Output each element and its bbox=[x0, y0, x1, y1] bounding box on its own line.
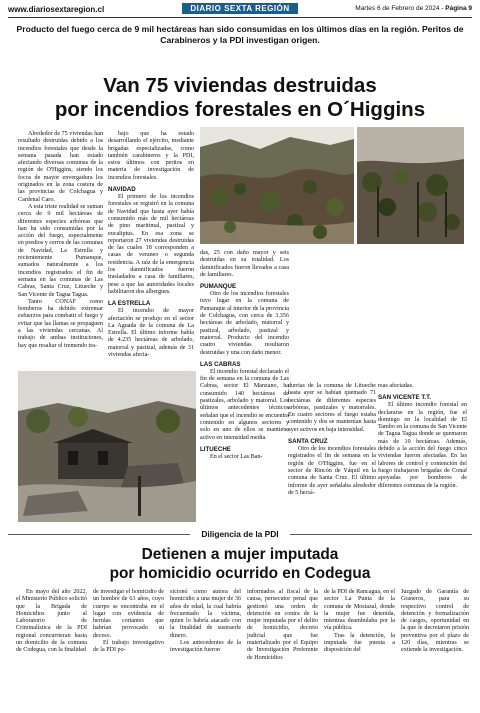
article1-col5 bbox=[378, 383, 467, 490]
section-banner bbox=[8, 526, 472, 542]
header-rule bbox=[8, 17, 472, 18]
body-paragraph: El incendio forestal declarado el fin de semana en la comuna de Las Cabras, sector El Manzano, ha consumido 140 hectáreas de pastizales, arbolado y matorral. Los últimos antecedentes técnicos señalan que el incendio se encuentra contenido en algunos sectores y solo en uno de ellos se mantiene activo en intensidad media. bbox=[200, 368, 289, 441]
section-title-litueche: LITUECHE bbox=[200, 445, 231, 453]
site-url[interactable]: www.diariosextaregion.cl bbox=[8, 5, 105, 14]
section-title-pumanque: PUMANQUE bbox=[200, 283, 237, 291]
section-label: Diligencia de la PDI bbox=[190, 528, 290, 540]
article1-headline-line2: por incendios forestales en O´Higgins bbox=[54, 98, 426, 121]
article1-kicker: Producto del fuego cerca de 9 mil hectáreas han sido consumidas en los últimos días en la región. Peritos de Carabineros y la PDI investigan origen. bbox=[16, 24, 464, 45]
body-paragraph: Los antecedentes de la investigación fueron bbox=[170, 640, 241, 654]
article1-headline-line1: Van 75 viviendas destruidas bbox=[103, 74, 377, 97]
page-number: Página 9 bbox=[445, 5, 472, 12]
body-paragraph: reas afectadas. bbox=[378, 383, 414, 389]
article2-col4 bbox=[247, 589, 318, 662]
body-paragraph: sicionó como autora del homicidio a una mujer de 36 años de edad, la cual habría frecuentado la víctima, quien lo habría atacado con la finalidad de sustraerle dinero. bbox=[170, 589, 241, 639]
body-paragraph: Otro de los incendios forestales tuvo lugar en la comuna de Pumanque al interior de la provincia de Colchagua, con cerca de 3.356 hectáreas de arbolado, matorral y pastizal, arbolado, pastizal y matorral. Producto del incendio cuatro viviendas resultaron destruidas y una con daño menor. bbox=[200, 291, 289, 356]
article2-col2 bbox=[93, 589, 164, 655]
body-paragraph: de investigar el homicidio de un hombre de 63 años, cuyo cuerpo se encontraba en el lugar con evidencia de heridas cortantes que habrían provocado su deceso. bbox=[93, 589, 164, 639]
article1-col3 bbox=[200, 250, 289, 461]
body-paragraph: En mayo del año 2022, el Ministerio Público solicitó que la Brigada de Homicidios junto al Laboratorio de Criminalística de la PDI regional concurrieran hasta un domicilio de la comuna de Codegua, con la finalidad bbox=[16, 589, 87, 654]
body-paragraph: Otro de los incendios forestales registrados el fin de semana en la región de O'Higgins, fue en el sector de Rincón de Yáquil en la comuna de Santa Cruz. El último informe de ayer señalaba alrededor de 5 hectá- bbox=[288, 446, 376, 496]
section-title-cabras: LAS CABRAS bbox=[200, 360, 241, 368]
body-paragraph: Juzgado de Garantía de Graneros, para su respectivo control de detención y formalización de cargos, oportunidad en la que le decretaron prisión preventiva por el plazo de 120 días, mientras se extiende la investigación. bbox=[401, 589, 469, 654]
body-paragraph: En el sector Las Ban- bbox=[210, 453, 263, 460]
article2-col3 bbox=[170, 589, 241, 655]
masthead: DIARIO SEXTA REGIÓN bbox=[182, 3, 298, 14]
photo-burnt-forest bbox=[357, 127, 464, 244]
body-paragraph: das, 25 con daño mayor y seis destruidas en su totalidad. Los damnificados fueron llevados a casa de familiares. bbox=[200, 250, 289, 278]
section-title-navidad: NAVIDAD bbox=[108, 186, 136, 194]
article2-headline-line1: Detienen a mujer imputada bbox=[141, 546, 339, 563]
body-paragraph: durrias de la comuna de Litueche hasta ayer se habían quemado 71 hectáreas de diferentes especies arbóreas, pastizales y matorrales. En cuatro sectores el fuego estaba contenido y dos se mantenían hasta ayer activos en baja intensidad. bbox=[288, 383, 376, 433]
body-paragraph: informados al fiscal de la causa, persecutor penal que gestionó una orden de detención en contra de la mujer imputada por el delito de homicidio, decreto judicial que fue materializado por el Equipo de Investigación Preferente de Homicidios bbox=[247, 589, 318, 661]
section-title-santacruz: SANTA CRUZ bbox=[288, 438, 328, 446]
body-paragraph: Tras la detención, la imputada fue puesta a disposición del bbox=[324, 632, 395, 654]
article2-col1 bbox=[16, 589, 87, 655]
article1-col4 bbox=[288, 383, 376, 497]
photo-hillside bbox=[200, 127, 354, 244]
body-paragraph: El primero de los incendios forestales se registró en la comuna de Navidad que hasta ayer había consumido más de mil hectáreas de pino maritimal, pastizal y eucaliptus. En esa zona se reportaron 27 viviendas destruidas de las cuales 18 corresponden a casas de veraneo o segunda residencia. A raíz de la emergencia los damnificados fueron trasladados a casa de familiares, pese a que las autoridades locales habilitaron dos albergues. bbox=[108, 194, 194, 295]
article2-col5 bbox=[324, 589, 395, 655]
article2-headline-line2: por homicidio ocurrido en Codegua bbox=[109, 565, 371, 582]
body-paragraph: El trabajo investigativo de la PDI po- bbox=[93, 640, 164, 654]
body-paragraph: A esta triste realidad se suman cerca de 9 mil hectáreas de diferentes especies arbóreas que han ha sido consumidas por la acción del fuego, especialmente en predios y cerros de las comunas de Navidad, La Estrella y recientemente Pumanque, sumados naturalmente a los incendios registrados el fin de semana en las comunas de Las Cabras, Santa Cruz, Litueche y San Vicente de Tagua Tagua. bbox=[18, 203, 103, 298]
section-title-estrella: LA ESTRELLA bbox=[108, 300, 151, 308]
photo-burnt-houses bbox=[18, 371, 196, 522]
body-paragraph: Alrededor de 75 viviendas han resultado destruidas debido a los incendios forestales que desde la semana pasada han estado afectando diversas comunas de la región de O'Higgins, siendo los focos de mayor envergadura los originados en la zona costera de las provincias de Colchagua y Cardenal Caro. bbox=[18, 131, 103, 203]
article1-col2 bbox=[108, 131, 194, 359]
article2-col6 bbox=[401, 589, 469, 655]
section-title-sanvicente: SAN VICENTE T.T. bbox=[378, 394, 431, 402]
page-date bbox=[355, 5, 472, 12]
page-header bbox=[0, 0, 480, 18]
body-paragraph: El incendio de mayor afectación se produjo en el sector La Aguada de la comuna de La Estrella. El último informe habla de 4.235 hectáreas de arbolado, matorral y pastizal, además de 31 viviendas afecta- bbox=[108, 308, 194, 359]
body-paragraph: El último incendio forestal en declararse en la región, fue el domingo en la localidad de El Tambo en la comuna de San Vicente de Tagua Tagua donde se quemaron más de 10 hectáreas. Además, debido a la acción del fuego cinco viviendas fueron afectadas. En las labores de control y contención del fuego trabajaron brigadas de Conaf apoyadas por bomberos de diferentes comunas de la región. bbox=[378, 402, 467, 489]
date-text: Martes 6 de Febrero de 2024 - bbox=[355, 5, 444, 12]
body-paragraph: Tanto CONAF como bomberos ha debido extremar esfuerzos para combatir el fuego y evitar que las llamas se propaguen a las viviendas cercanas. Al trabajo de ambas instituciones, hay que resaltar el tremendo tra- bbox=[18, 298, 103, 349]
article1-col1 bbox=[18, 131, 103, 350]
body-paragraph: de la PDI de Rancagua, en el sector La Punta de la comuna de Mostazal, donde la mujer fue detenida, mientras deambulaba por la vía pública. bbox=[324, 589, 395, 632]
body-paragraph: bajo que ha estado desarrollando el ejército, mediante brigadas especializadas, como también carabineros y la PDI, estos últimos con peritos en materia de investigación de incendios forestales. bbox=[108, 131, 194, 181]
